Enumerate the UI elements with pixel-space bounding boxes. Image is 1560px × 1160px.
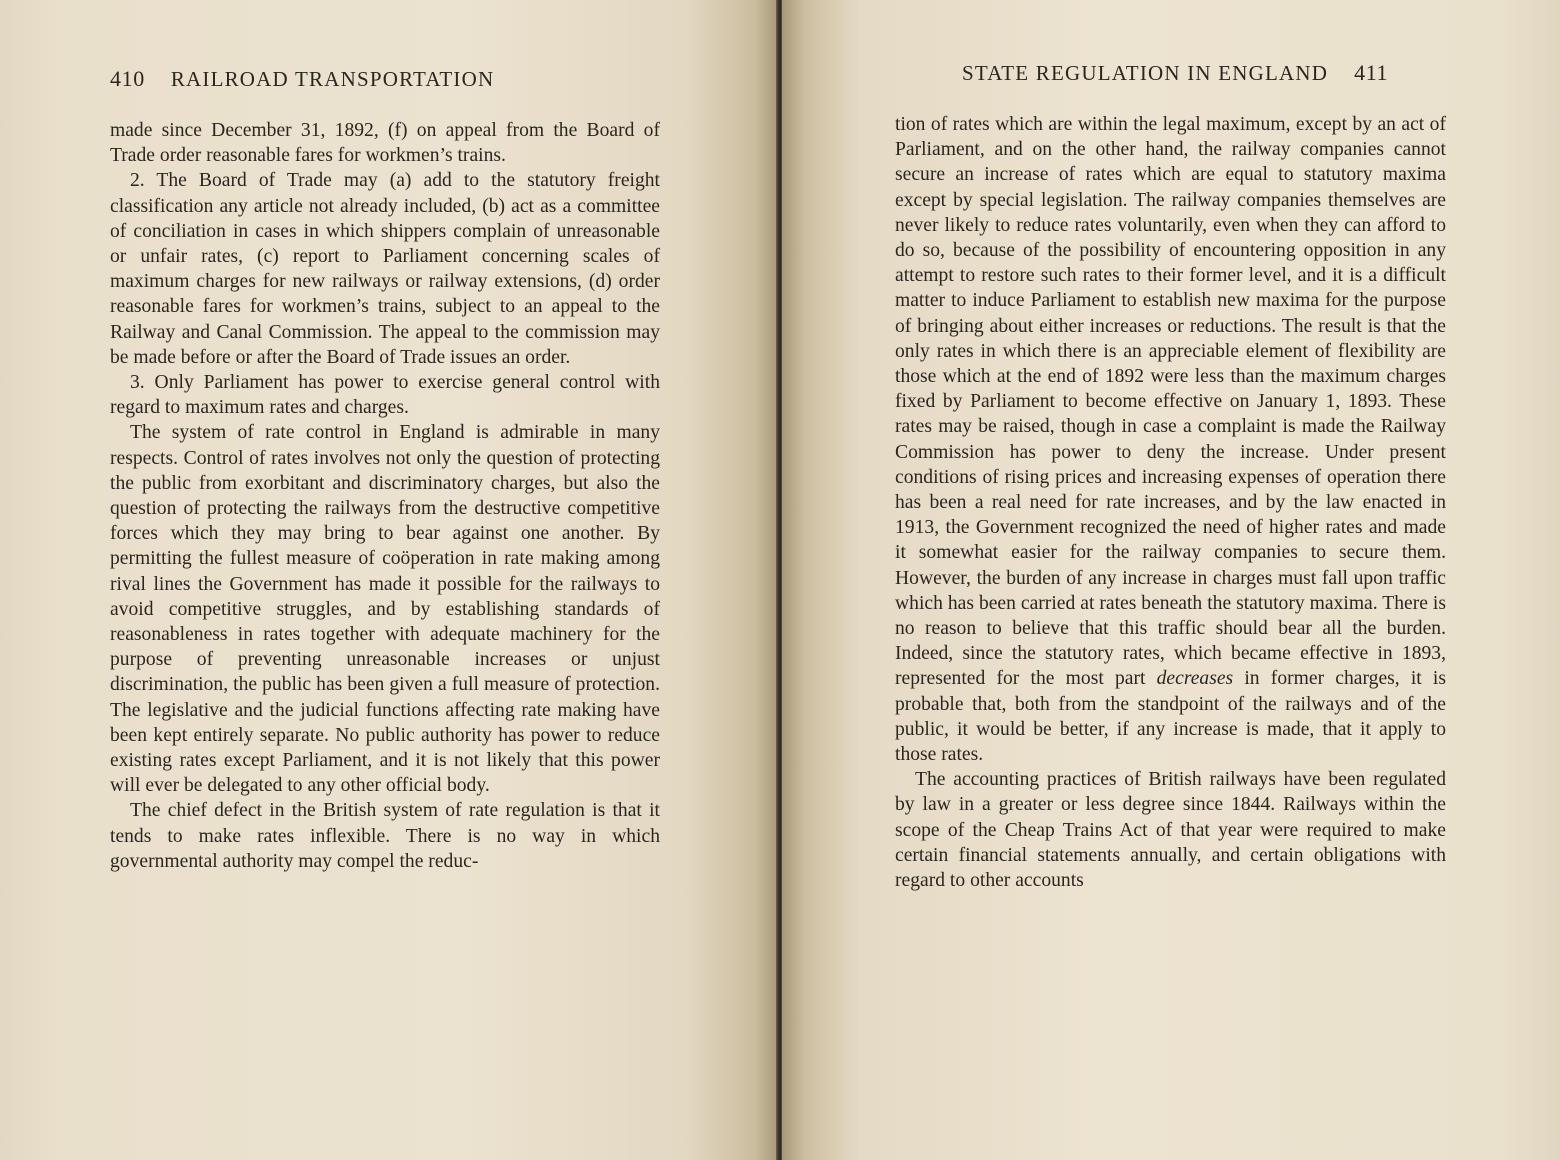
left-page-text (110, 118, 660, 874)
right-page (782, 0, 1560, 1160)
right-page-text (895, 112, 1446, 893)
right-paragraph-2: The accounting practices of British railways have been regulated by law in a greater or less degree since 1844. Railways within the scope of the Cheap Trains Act of that year were required to make certain financial statements annually, and certain obligations with regard to other accounts (895, 769, 1446, 892)
left-paragraph-1: made since December 31, 1892, (f) on appeal from the Board of Trade order reasonable fares for workmen’s trains. (110, 120, 660, 167)
left-running-title: RAILROAD TRANSPORTATION (170, 67, 495, 91)
left-paragraph-3: 3. Only Parliament has power to exercise general control with regard to maximum rates and charges. (110, 372, 660, 419)
left-paragraph-4: The system of rate control in England is admirable in many respects. Control of rates involves not only the question of protecting the public from exorbitant and discriminatory charges, but also the question of protecting the railways from the destructive competitive forces which they may bring to bear against one another. By permitting the fullest measure of coöperation in rate making among rival lines the Government has made it possible for the railways to avoid competitive struggles, and by establishing standards of reasonableness in rates together with adequate machinery for the purpose of preventing unreasonable increases or unjust discrimination, the public has been given a full measure of protection. The legislative and the judicial functions affecting rate making have been kept entirely separate. No public authority has power to reduce existing rates except Parliament, and it is not likely that this power will ever be delegated to any other official body. (110, 422, 660, 797)
left-page (0, 0, 778, 1160)
right-paragraph-1-text-a: tion of rates which are within the legal maximum, except by an act of Parliament, and on the other hand, the railway companies cannot secure an increase of rates which are equal to statutory maxima except by special legislation. The railway companies themselves are never likely to reduce rates voluntarily, even when they can afford to do so, because of the possibility of encountering opposition in any attempt to restore such rates to their former level, and it is a difficult matter to induce Parliament to establish new maxima for the purpose of bringing about either increases or reductions. The result is that the only rates in which there is an appreciable element of flexibility are those which at the end of 1892 were less than the maximum charges fixed by Parliament to become effective on January 1, 1893. These rates may be raised, though in case a complaint is made the Railway Commission has power to deny the increase. Under present conditions of rising prices and increasing expenses of operation there has been a real need for rate increases, and by the law enacted in 1913, the Government recognized the need of higher rates and made it somewhat easier for the railway companies to secure them. However, the burden of any increase in charges must fall upon traffic which has been carried at rates beneath the statutory maxima. There is no reason to believe that this traffic should bear all the burden. Indeed, since the statutory rates, which became effective in 1893, represented for the most part (895, 114, 1446, 690)
left-paragraph-2: 2. The Board of Trade may (a) add to the statutory freight classification any article not already included, (b) act as a committee of conciliation in cases in which shippers complain of unreasonable or unfair rates, (c) report to Parliament concerning scales of maximum charges for new railways or railway extensions, (d) order reasonable fares for workmen’s trains, subject to an appeal to the Railway and Canal Commission. The appeal to the commission may be made before or after the Board of Trade issues an order. (110, 170, 660, 368)
right-page-number: 411 (1354, 60, 1389, 85)
left-page-number: 410 (110, 66, 145, 91)
left-running-head (110, 66, 660, 92)
right-running-head (962, 60, 1446, 86)
right-paragraph-1-italic: decreases (1156, 668, 1234, 690)
right-paragraph-1 (895, 112, 1446, 767)
right-paragraph-1-text-b: in former charges, it is probable that, both from the standpoint of the railways and of the public, it would be better, if any increase is made, that it apply to those rates. (895, 668, 1447, 766)
left-paragraph-5: The chief defect in the British system of rate regulation is that it tends to make rates inflexible. There is no way in which governmental authority may compel the reduc- (110, 800, 660, 872)
right-running-title: STATE REGULATION IN ENGLAND (962, 61, 1329, 85)
